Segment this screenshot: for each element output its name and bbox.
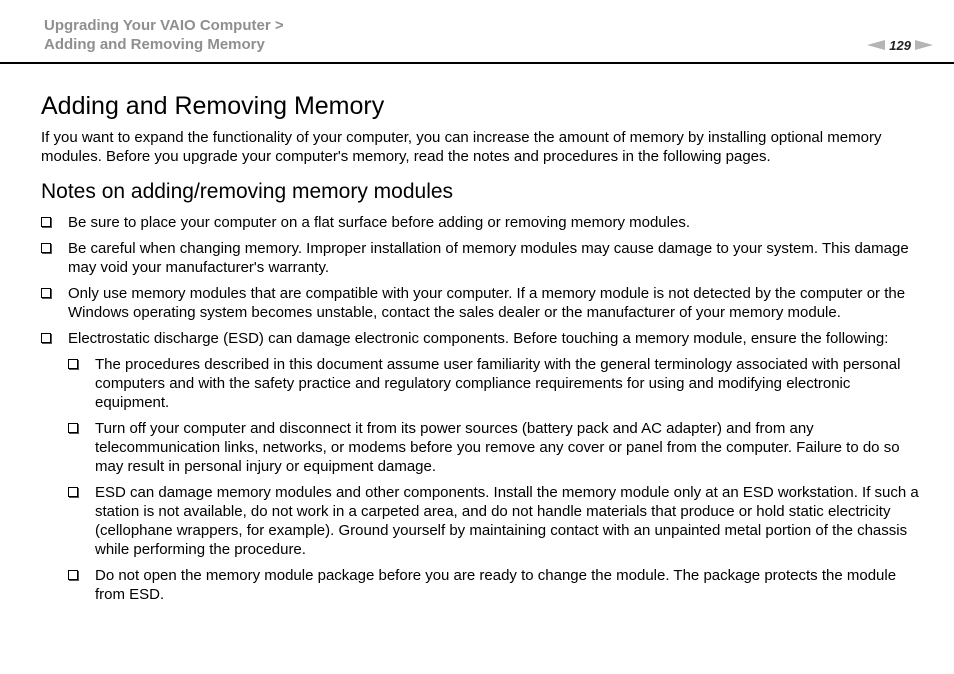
checkbox-bullet-icon <box>68 487 78 497</box>
section-heading: Notes on adding/removing memory modules <box>41 180 454 203</box>
subnote-text: Do not open the memory module package before you are ready to change the module. The package protects the module from ESD. <box>95 567 897 603</box>
subnote-text: ESD can damage memory modules and other components. Install the memory module only at an ESD workstation. If such a station is not available, do not work in a carpeted area, and do not handle materials that produce or hold static electricity (cellophane wrappers, for example). Ground yourself by maintaining contact with an unpainted metal portion of the chassis while performing the procedure. <box>95 484 919 558</box>
esd-subnotes-list <box>68 355 921 604</box>
checkbox-bullet-icon <box>68 359 78 369</box>
page-navigator <box>867 37 933 53</box>
intro-paragraph: If you want to expand the functionality of your computer, you can increase the amount of memory by installing optional memory modules. Before you upgrade your computer's memory, read the notes and procedures in the following pages. <box>41 129 882 165</box>
checkbox-bullet-icon <box>68 423 78 433</box>
list-item <box>68 419 921 476</box>
checkbox-bullet-icon <box>41 243 51 253</box>
note-text: Electrostatic discharge (ESD) can damage electronic components. Before touching a memory module, ensure the following: <box>68 330 889 347</box>
breadcrumb-chapter-link[interactable]: Upgrading Your VAIO Computer > <box>44 17 284 34</box>
list-item <box>68 355 921 412</box>
list-item <box>41 239 921 277</box>
page-content <box>41 88 921 611</box>
breadcrumb-section[interactable]: Adding and Removing Memory <box>44 36 265 53</box>
note-text: Only use memory modules that are compatible with your computer. If a memory module is not detected by the computer or the Windows operating system becomes unstable, contact the sales dealer or the manufacturer of your memory module. <box>68 285 906 321</box>
checkbox-bullet-icon <box>68 570 78 580</box>
subnote-text: The procedures described in this document assume user familiarity with the general terminology associated with personal computers and with the safety practice and regulatory compliance requirements for using and modifying electronic equipment. <box>95 356 901 411</box>
header-divider <box>0 62 954 64</box>
page-title: Adding and Removing Memory <box>41 92 385 120</box>
list-item <box>41 329 921 604</box>
list-item <box>68 566 921 604</box>
previous-page-arrow-icon[interactable] <box>867 40 885 50</box>
page-number: 129 <box>889 37 911 53</box>
page-header <box>0 0 954 64</box>
note-text: Be sure to place your computer on a flat surface before adding or removing memory modules. <box>68 214 690 231</box>
list-item <box>68 483 921 559</box>
breadcrumb <box>44 16 284 54</box>
checkbox-bullet-icon <box>41 288 51 298</box>
list-item <box>41 284 921 322</box>
notes-list <box>41 213 921 604</box>
next-page-arrow-icon[interactable] <box>915 40 933 50</box>
list-item <box>41 213 921 232</box>
checkbox-bullet-icon <box>41 217 51 227</box>
checkbox-bullet-icon <box>41 333 51 343</box>
subnote-text: Turn off your computer and disconnect it from its power sources (battery pack and AC adapter) and from any telecommunication links, networks, or modems before you remove any cover or panel from the computer. Failure to do so may result in personal injury or equipment damage. <box>95 420 900 475</box>
note-text: Be careful when changing memory. Improper installation of memory modules may cause damage to your system. This damage may void your manufacturer's warranty. <box>68 240 909 276</box>
